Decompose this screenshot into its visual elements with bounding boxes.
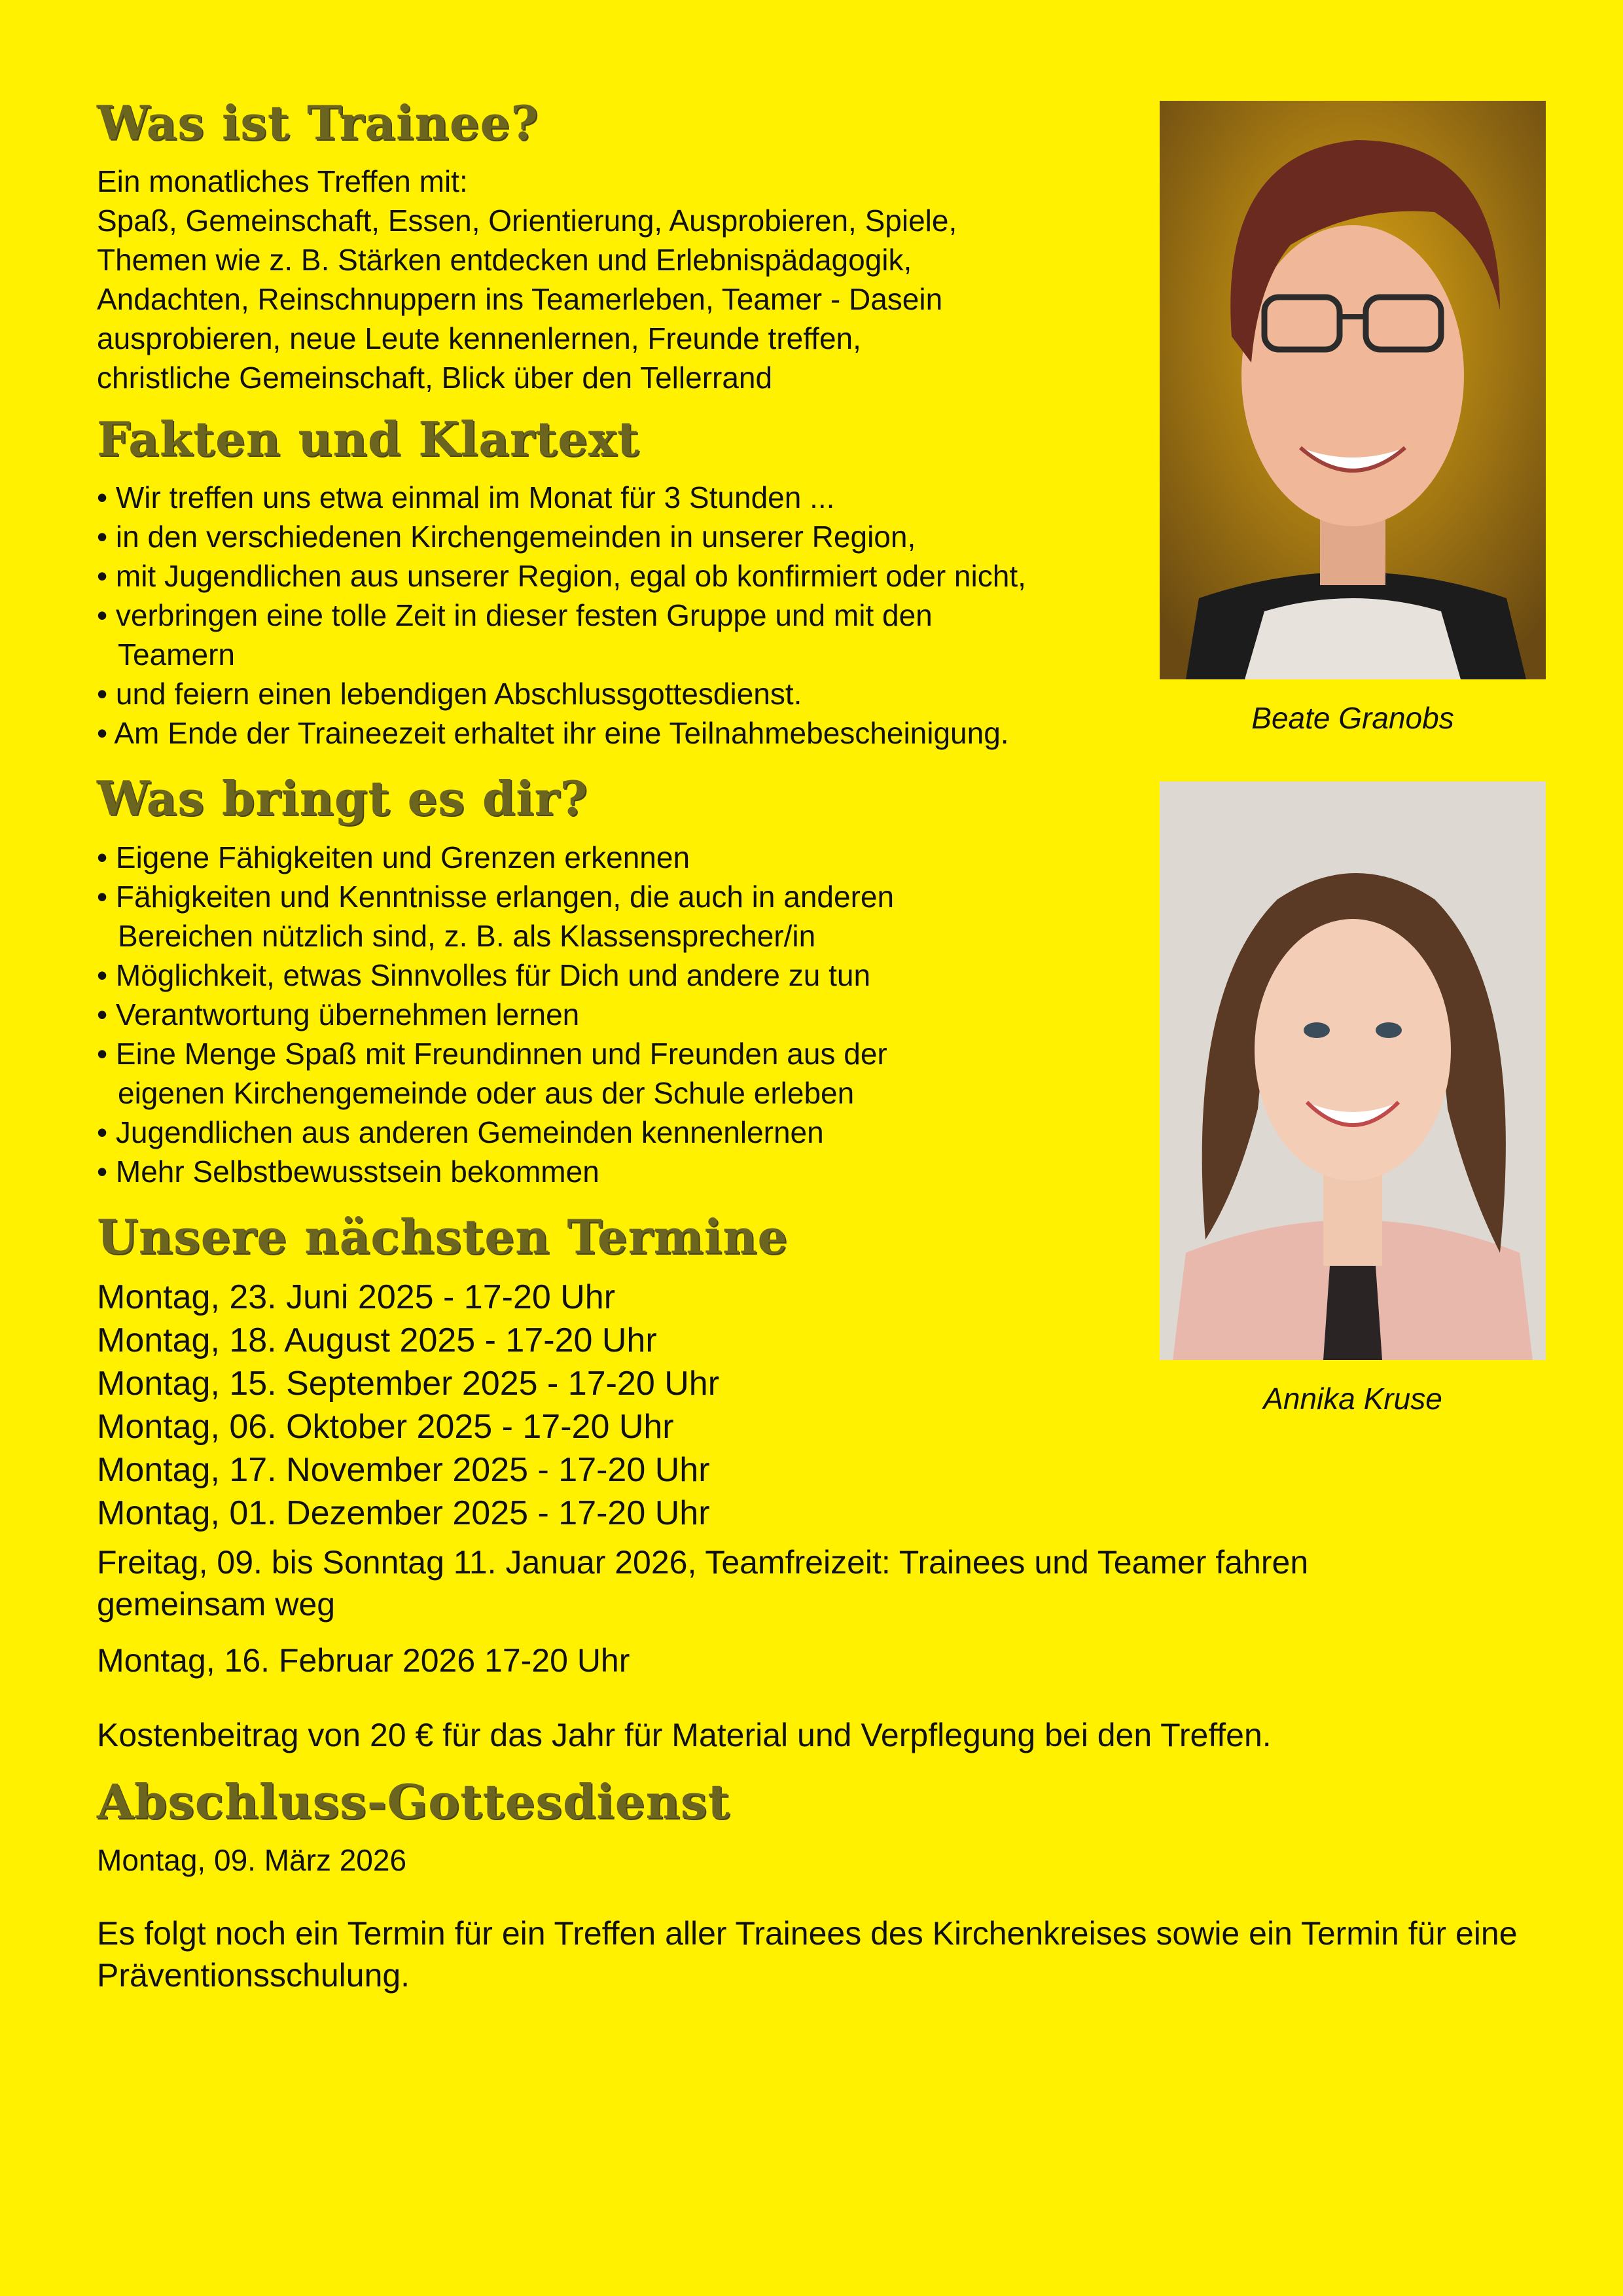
date-item: Montag, 18. August 2025 - 17-20 Uhr [97, 1321, 657, 1359]
list-item: • und feiern einen lebendigen Abschlussgottesdienst. [97, 674, 1039, 713]
abschluss-date: Montag, 09. März 2026 [97, 1842, 407, 1877]
date-item: Montag, 15. September 2025 - 17-20 Uhr [97, 1364, 720, 1403]
date-item: Montag, 01. Dezember 2025 - 17-20 Uhr [97, 1494, 710, 1532]
date-item: Montag, 23. Juni 2025 - 17-20 Uhr [97, 1278, 616, 1316]
list-item: • Eine Menge Spaß mit Freundinnen und Freunden aus der eigenen Kirchengemeinde oder aus der Schule erleben [97, 1034, 987, 1113]
intro-line: Ein monatliches Treffen mit: [97, 164, 468, 199]
list-item: • verbringen eine tolle Zeit in dieser festen Gruppe und mit den Teamern [97, 596, 1039, 674]
list-item: • Verantwortung übernehmen lernen [97, 995, 987, 1034]
list-item: • Möglichkeit, etwas Sinnvolles für Dich und andere zu tun [97, 956, 987, 995]
february-date: Montag, 16. Februar 2026 17-20 Uhr [97, 1641, 630, 1679]
benefits-list [97, 838, 987, 1191]
heading-termine: Unsere nächsten Termine [97, 1208, 789, 1265]
list-item: • in den verschiedenen Kirchengemeinden in unserer Region, [97, 517, 1039, 556]
intro-text [97, 162, 1144, 397]
caption-annika-kruse: Annika Kruse [1263, 1382, 1442, 1416]
date-item: Montag, 06. Oktober 2025 - 17-20 Uhr [97, 1407, 674, 1446]
list-item: • Eigene Fähigkeiten und Grenzen erkennen [97, 838, 987, 877]
intro-line: Spaß, Gemeinschaft, Essen, Orientierung, Ausprobieren, Spiele, [97, 204, 957, 238]
list-item: • Wir treffen uns etwa einmal im Monat für 3 Stunden ... [97, 478, 1039, 517]
photo-annika-kruse [1160, 781, 1546, 1360]
list-item: • Mehr Selbstbewusstsein bekommen [97, 1152, 987, 1191]
heading-abschluss: Abschluss-Gottesdienst [97, 1773, 730, 1829]
section-abschluss [97, 1773, 1537, 1996]
section-was-ist-trainee [97, 97, 1144, 397]
list-item: • Fähigkeiten und Kenntnisse erlangen, die auch in anderen Bereichen nützlich sind, z. B. als Klassensprecher/in [97, 877, 987, 956]
caption-beate-granobs: Beate Granobs [1251, 701, 1454, 735]
fakten-list [97, 478, 1039, 753]
closing-note: Es folgt noch ein Termin für ein Treffen aller Trainees des Kirchenkreises sowie ein Termin für eine Präventionsschulung. [97, 1914, 1518, 1994]
intro-line: Themen wie z. B. Stärken entdecken und Erlebnispädagogik, [97, 243, 912, 278]
intro-line: Andachten, Reinschnuppern ins Teamerleben, Teamer - Dasein [97, 282, 943, 317]
section-was-bringt [97, 772, 987, 1191]
intro-line: ausprobieren, neue Leute kennenlernen, Freunde treffen, [97, 321, 861, 356]
heading-fakten: Fakten und Klartext [97, 411, 640, 467]
intro-line: christliche Gemeinschaft, Blick über den Tellerrand [97, 361, 773, 395]
heading-was-bringt: Was bringt es dir? [97, 770, 588, 827]
list-item: • Jugendlichen aus anderen Gemeinden kennenlernen [97, 1113, 987, 1152]
date-item: Montag, 17. November 2025 - 17-20 Uhr [97, 1450, 710, 1489]
section-fakten [97, 413, 1039, 753]
list-item: • mit Jugendlichen aus unserer Region, egal ob konfirmiert oder nicht, [97, 556, 1039, 596]
list-item: • Am Ende der Traineezeit erhaltet ihr eine Teilnahmebescheinigung. [97, 713, 1039, 753]
photo-beate-granobs [1160, 101, 1546, 679]
freizeit-line: Freitag, 09. bis Sonntag 11. Januar 2026, Teamfreizeit: Trainees und Teamer fahren gemeinsam weg [97, 1543, 1309, 1623]
cost-note: Kostenbeitrag von 20 € für das Jahr für Material und Verpflegung bei den Treffen. [97, 1716, 1272, 1753]
heading-was-ist-trainee: Was ist Trainee? [97, 95, 539, 151]
